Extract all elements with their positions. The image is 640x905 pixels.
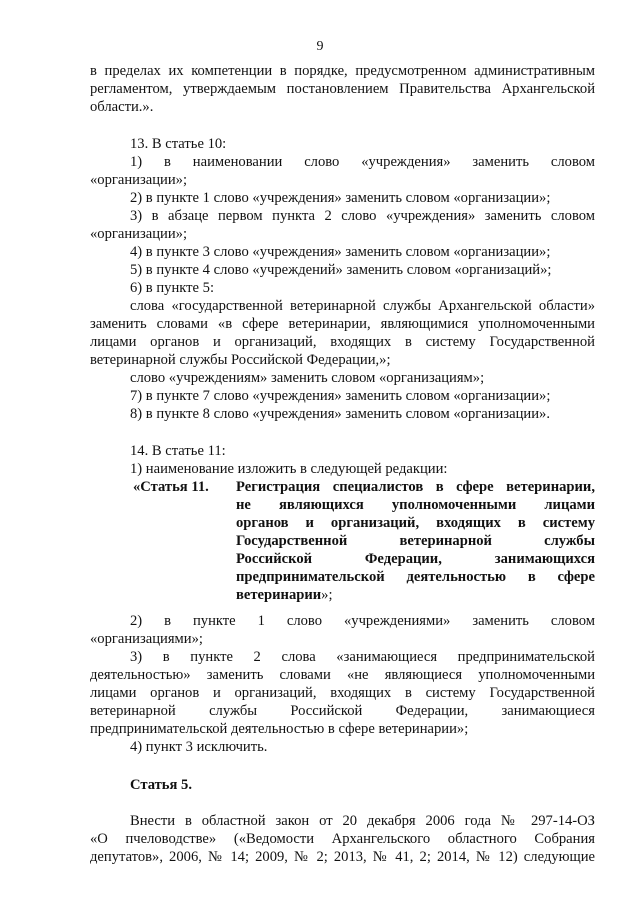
- article-title-line: предпринимательской деятельностью в сфере: [236, 569, 595, 585]
- text-line: слово «учреждениям» заменить словом «организациям»;: [130, 370, 485, 386]
- text-line: 8) в пункте 8 слово «учреждения» заменить словом «организации».: [130, 406, 550, 422]
- text-line: 3) в абзаце первом пункта 2 слово «учреждения» заменить словом: [130, 208, 595, 224]
- text-line: 2) в пункте 1 слово «учреждениями» заменить словом: [130, 613, 595, 629]
- text-line: Внести в областной закон от 20 декабря 2006 года № 297-14-ОЗ: [130, 813, 595, 829]
- text-line: «организации»;: [90, 226, 187, 242]
- article-title-line: не являющихся уполномоченными лицами: [236, 497, 595, 513]
- text-line: 5) в пункте 4 слово «учреждений» заменить словом «организаций»;: [130, 262, 552, 278]
- text-line: 3) в пункте 2 слова «занимающиеся предпринимательской: [130, 649, 595, 665]
- text-line: «организациями»;: [90, 631, 203, 647]
- article-title-line: Регистрация специалистов в сфере ветеринарии,: [236, 479, 595, 495]
- text-line: 7) в пункте 7 слово «учреждения» заменить словом «организации»;: [130, 388, 551, 404]
- page-number: 9: [316, 39, 324, 54]
- text-line: слова «государственной ветеринарной службы Архангельской области»: [130, 298, 595, 314]
- text-line: 1) в наименовании слово «учреждения» заменить словом: [130, 154, 595, 170]
- closing-quote: »;: [321, 587, 333, 603]
- text-line: деятельностью» заменить словами «не являющиеся уполномоченными: [90, 667, 595, 683]
- text-line: ветеринарной службы Российской Федерации, занимающиеся: [90, 703, 595, 719]
- section-heading: 13. В статье 10:: [130, 136, 227, 152]
- article-title-end: ветеринарии: [236, 587, 322, 603]
- text-line: депутатов», 2006, № 14; 2009, № 2; 2013, № 41, 2; 2014, № 12) следующие: [90, 849, 595, 865]
- text-line: «организации»;: [90, 172, 187, 188]
- text-line: 2) в пункте 1 слово «учреждения» заменить словом «организации»;: [130, 190, 551, 206]
- text-line: предпринимательской деятельностью в сфере ветеринарии»;: [90, 721, 469, 737]
- text-line: в пределах их компетенции в порядке, предусмотренном административным: [90, 63, 595, 79]
- article-label: «Статья 11.: [133, 479, 209, 495]
- article-title-line: Государственной ветеринарной службы: [236, 533, 595, 549]
- text-line: 6) в пункте 5:: [130, 280, 215, 296]
- text-line: «О пчеловодстве» («Ведомости Архангельского областного Собрания: [90, 831, 595, 847]
- article-title-line: [236, 586, 595, 604]
- text-line: 1) наименование изложить в следующей редакции:: [130, 461, 448, 477]
- text-line: 4) пункт 3 исключить.: [130, 739, 268, 755]
- article-title-line: Российской Федерации, занимающихся: [236, 551, 595, 567]
- text-line: регламентом, утверждаемым постановлением Правительства Архангельской: [90, 81, 595, 97]
- text-line: ветеринарной службы Российской Федерации,»;: [90, 352, 391, 368]
- text-line: 4) в пункте 3 слово «учреждения» заменить словом «организации»;: [130, 244, 551, 260]
- text-line: области.».: [90, 99, 154, 115]
- text-line: заменить словами «в сфере ветеринарии, являющимися уполномоченными: [90, 316, 595, 332]
- text-line: лицами органов и организаций, входящих в систему Государственной: [90, 334, 595, 350]
- article-title-line: органов и организаций, входящих в систему: [236, 515, 595, 531]
- section-heading: 14. В статье 11:: [130, 443, 226, 459]
- text-line: лицами органов и организаций, входящих в систему Государственной: [90, 685, 595, 701]
- article-heading: Статья 5.: [130, 777, 192, 793]
